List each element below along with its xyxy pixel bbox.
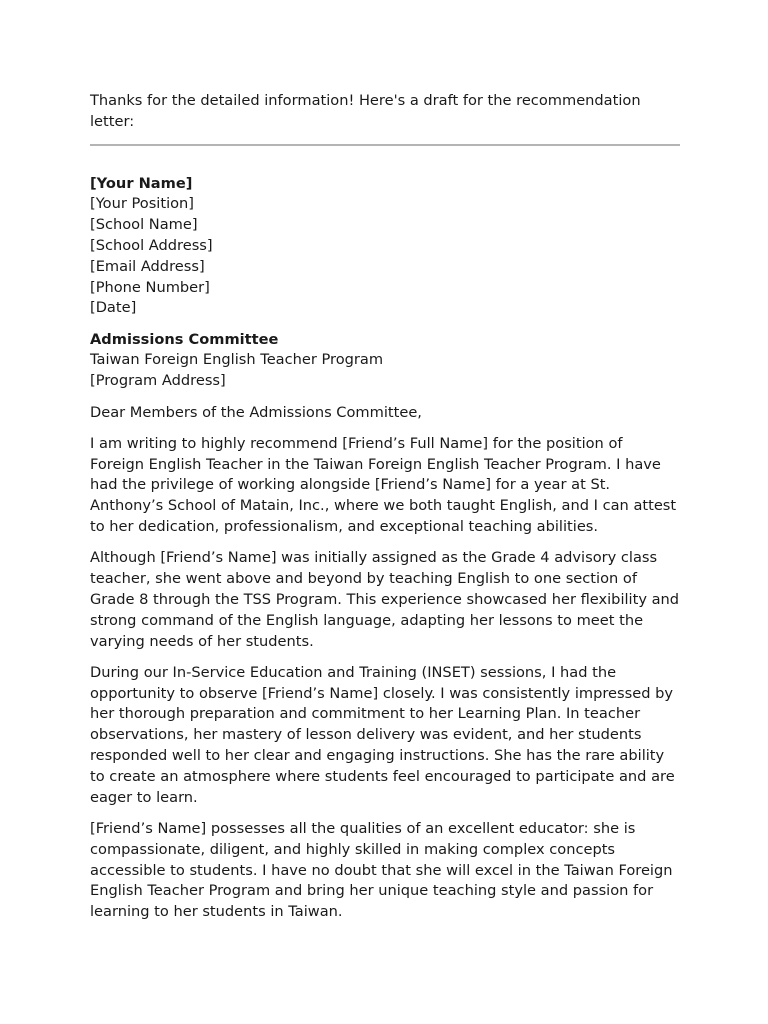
salutation: Dear Members of the Admissions Committee, <box>90 403 422 421</box>
intro-text: Thanks for the detailed information! Here's a draft for the recommendation letter: <box>90 92 641 130</box>
sender-position: [Your Position] <box>90 195 195 213</box>
body-paragraph: Although [Friend’s Name] was initially assigned as the Grade 4 advisory class teacher, she went above and beyond by teaching English to one section of Grade 8 through the TSS Program. This experience showcased her flexibility and strong command of the English language, adapting her lessons to meet the varying needs of her students. <box>90 549 680 650</box>
sender-phone: [Phone Number] <box>90 278 210 296</box>
recipient-title: Admissions Committee <box>90 330 279 348</box>
sender-name: [Your Name] <box>90 174 193 192</box>
sender-email: [Email Address] <box>90 257 205 275</box>
sender-school-address: [School Address] <box>90 236 213 254</box>
body-paragraph: I am writing to highly recommend [Friend’s Full Name] for the position of Foreign English Teacher in the Taiwan Foreign English Teacher Program. I have had the privilege of working alongside [Friend’s Name] for a year at St. Anthony’s School of Matain, Inc., where we both taught English, and I can attest to her dedication, professionalism, and exceptional teaching abilities. <box>90 434 677 536</box>
recipient-program: Taiwan Foreign English Teacher Program <box>90 351 384 369</box>
sender-date: [Date] <box>90 299 137 317</box>
recipient-address: [Program Address] <box>90 372 226 390</box>
message-content <box>90 91 680 933</box>
body-paragraph: During our In-Service Education and Training (INSET) sessions, I had the opportunity to observe [Friend’s Name] closely. I was consistently impressed by her thorough preparation and commitment to her Learning Plan. In teacher observations, her mastery of lesson delivery was evident, and her students responded well to her clear and engaging instructions. She has the rare ability to create an atmosphere where students feel encouraged to participate and are eager to learn. <box>90 663 675 806</box>
divider <box>90 144 680 146</box>
recipient-block <box>90 330 680 392</box>
sender-school-name: [School Name] <box>90 216 198 234</box>
sender-block <box>90 174 680 320</box>
body-paragraph: [Friend’s Name] possesses all the qualities of an excellent educator: she is compassionate, diligent, and highly skilled in making complex concepts accessible to students. I have no doubt that she will excel in the Taiwan Foreign English Teacher Program and bring her unique teaching style and passion for learning to her students in Taiwan. <box>90 819 673 921</box>
